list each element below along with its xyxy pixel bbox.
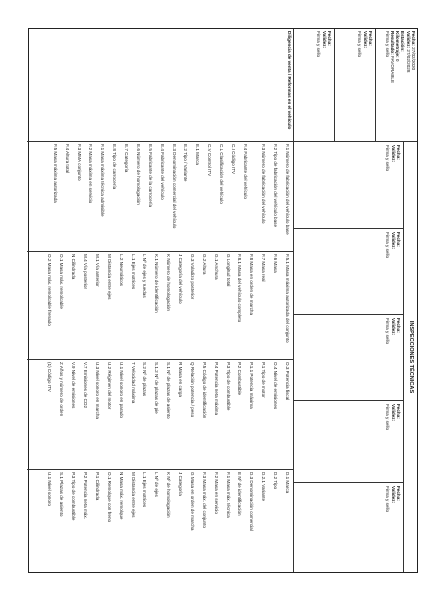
validez-label: Validez: [362,31,368,49]
fecha-label: Fecha: [396,318,401,333]
data-field: D.2 Tipo [273,472,279,490]
inspection-column [294,400,403,482]
data-field: F.1 Masa máx. técnica [225,472,231,518]
fecha-value: 27/02/2020 [411,47,416,71]
data-field: M.1 Vía anterior [95,254,100,287]
data-field: P.1 Tipo de motor [261,362,267,398]
data-field: F.8.1 Masa del vehículo completo [237,254,243,323]
data-field: O.4 Nivel de emisiones [273,362,279,410]
data-field: G.1 Anchura [213,254,219,280]
data-field: P.3 Tipo de combustible [71,472,77,521]
validez-label: Validez: [405,31,411,49]
inspection-grid [294,141,417,572]
estacion-label: Estación: [400,31,406,52]
firma-label: Firma y sello [385,232,391,259]
data-field: P.2 Combustible [237,362,243,396]
second-inspection-block [357,31,373,57]
data-field: Z Años y número de orden [59,362,65,417]
data-column-4 [27,469,293,572]
firma-label: Firma y sello [385,404,391,431]
data-field: P.5 Código de identificación [201,362,207,419]
data-field: F.5 Masa máxima autorizada [52,144,58,203]
data-field: E.6 Número de homologación [135,144,141,205]
data-field: R Masa en carga [178,362,184,397]
fecha-label: Fecha: [411,31,416,46]
data-field: E.7 Categoría [124,144,130,173]
fecha-label: Fecha: [368,31,373,46]
firma-label: Firma y sello [385,145,391,172]
resultado-label: Resultado: [389,31,395,55]
data-field: (1) Código ITV [47,362,53,392]
data-field: E.5 Fabricante de la carrocería [147,144,153,208]
data-field: M Distancia entre ejes [130,472,136,518]
firma-label: Firma y sello [385,486,391,513]
data-field: K Número de homologación [166,254,172,311]
inspection-column [294,228,403,314]
data-field: D.3 Denominación comercial [249,472,255,531]
data-field: L.2 Neumáticos [118,254,124,286]
data-field: F.5.1 Masa máxima autorizada del conjunto [285,254,290,343]
data-field: M.4 Vía posterior [83,254,89,289]
data-field: V.7 Emisiones de CO2 [83,362,89,409]
data-field: F.6 Masa [273,254,279,273]
data-field: T Velocidad máxima [130,362,136,404]
data-field: E.4 Fabricante del vehículo [159,144,165,200]
vehicle-data-section [27,29,293,572]
data-field: L.1 Ejes motrices [130,254,136,290]
first-inspection-block [294,29,417,141]
inspection-header [293,29,417,572]
block-divider [334,29,335,141]
validez-label: Validez: [390,318,396,336]
fecha-label: Fecha: [396,486,401,501]
block-divider [375,29,376,141]
data-field: F.1 Número de fabricación del vehículo base [285,144,290,235]
validez-label: Validez: [390,232,396,250]
validez-label: Validez: [321,31,327,49]
data-field: M Distancia entre ejes [106,254,112,300]
data-field: F.3 MMA conjunto [76,144,82,181]
data-field: F.2 Masa máxima en servicio [88,144,94,204]
fecha-label: Fecha: [396,404,401,419]
sale-reforms-box [27,29,293,141]
inspection-column [294,482,403,572]
data-field: N Cilindrada [71,254,77,280]
data-field: O.1 Remolque con freno [106,472,112,523]
inspection-document [28,28,418,573]
data-field: O.3 Potencia fiscal [285,362,290,401]
resultado-value: FAVORABLE [389,56,395,84]
firma-label: Firma y sello [357,31,363,58]
fecha-label: Fecha: [396,232,401,247]
data-field: J Categoría del vehículo [178,254,184,304]
data-field: U.3 Nivel sonoro en marcha [95,362,100,419]
data-field: E.2 Tipo / Variante [183,144,189,182]
validez-label: Validez: [390,486,396,504]
data-field: L Nº de ejes [154,472,160,497]
data-field: D.2.1 Variante [261,472,267,502]
document-title: INSPECCIONES TÉCNICAS [408,320,414,394]
fecha-label: Fecha: [327,31,332,46]
validez-label: Validez: [390,404,396,422]
kilometraje-value: 0 [395,58,401,62]
validez-label: Validez: [390,145,396,163]
data-field: U.1 Nivel sonoro en parado [118,362,124,418]
data-field: G Masa en orden de marcha [190,472,195,531]
data-field: L.1 Ejes motrices [142,472,148,508]
data-field: Q Relación potencia / peso [190,362,195,418]
data-field: F.8 Masa en orden de marcha [249,254,255,316]
data-field: C.L Clasificación del vehículo [219,144,225,204]
data-field: P.2 Potencia neta máx. [83,472,89,519]
data-field: F.7 Masa real [261,254,267,282]
data-field: K.1 Número de identificación [154,254,160,313]
data-field: U.1 Nivel sonoro [47,472,53,506]
data-field: F.2 Masa en servicio [213,472,219,514]
data-field: F.3 Masa máx. del conjunto [201,472,207,528]
data-field: P.4 Potencia neta máxima [213,362,219,416]
firma-label: Firma y sello [385,318,391,345]
data-field: F.1 Masa máxima técnica admisible [100,144,106,217]
data-field: N Masa máx. remolque [118,472,124,520]
fecha-label: Fecha: [396,145,401,160]
data-column-2 [27,251,293,359]
inspection-column [294,142,403,228]
data-field: E.8 Tipo de carrocería [112,144,118,190]
third-inspection-block [316,31,332,57]
firma-label: Firma y sello [316,31,322,58]
data-field: D.1 Marca [285,472,290,494]
data-field: P.1.1 Potencia máxima [249,362,255,409]
data-column-3 [27,359,293,469]
data-field: S.1.2 Nº de plazas de pie [154,362,160,414]
data-field: L Nº de ejes y ruedas [142,254,148,298]
data-field: E.1 Marca [195,144,201,165]
data-field: G Longitud total [225,254,231,287]
data-field: C.V Control ITV [207,144,213,177]
data-field: O.2 Masa máx. remolcable frenado [47,254,53,326]
inspection-column [294,314,403,400]
data-field: S.1 Plazas de asiento [59,472,65,517]
data-field: S.1 Nº de plazas de asiento [166,362,172,419]
sale-reforms-label: Diligencia de venta / Reformas en el vehículo [287,31,292,130]
data-field: K Nº de homologación [166,472,172,518]
data-field: J Categoría [178,472,184,496]
validez-value: 27/02/2028 [405,49,411,73]
data-field: U.2 Régimen del motor [106,362,112,410]
data-field: E Nº de identificación [237,472,243,516]
data-field: P.3 Tipo de combustible [225,362,231,411]
firma-label: Firma y sello [384,31,390,58]
data-field: G.3 Voladizo posterior [190,254,195,300]
data-column-1 [27,141,293,251]
data-field: O.1 Masa máx. remolcable [59,254,65,309]
data-field: P.1 Cilindrada [95,472,100,501]
data-field: F.4 Fabricante del vehículo [242,144,248,199]
data-field: S.2 Nº de plazas [142,362,148,397]
kilometraje-label: Kilometraje: [395,31,401,58]
data-field: F.3 Número de fabricación del vehículo [261,144,267,224]
data-field: F.4 Altura total [64,144,70,174]
data-field: G.2 Altura [201,254,207,275]
data-field: C.I Código ITV [230,144,236,175]
data-field: V.9 Nivel de emisiones [71,362,77,409]
data-field: E.3 Denominación comercial del vehículo [171,144,177,229]
data-field: F.2 Tipo de fabricación del vehículo base [273,144,279,227]
